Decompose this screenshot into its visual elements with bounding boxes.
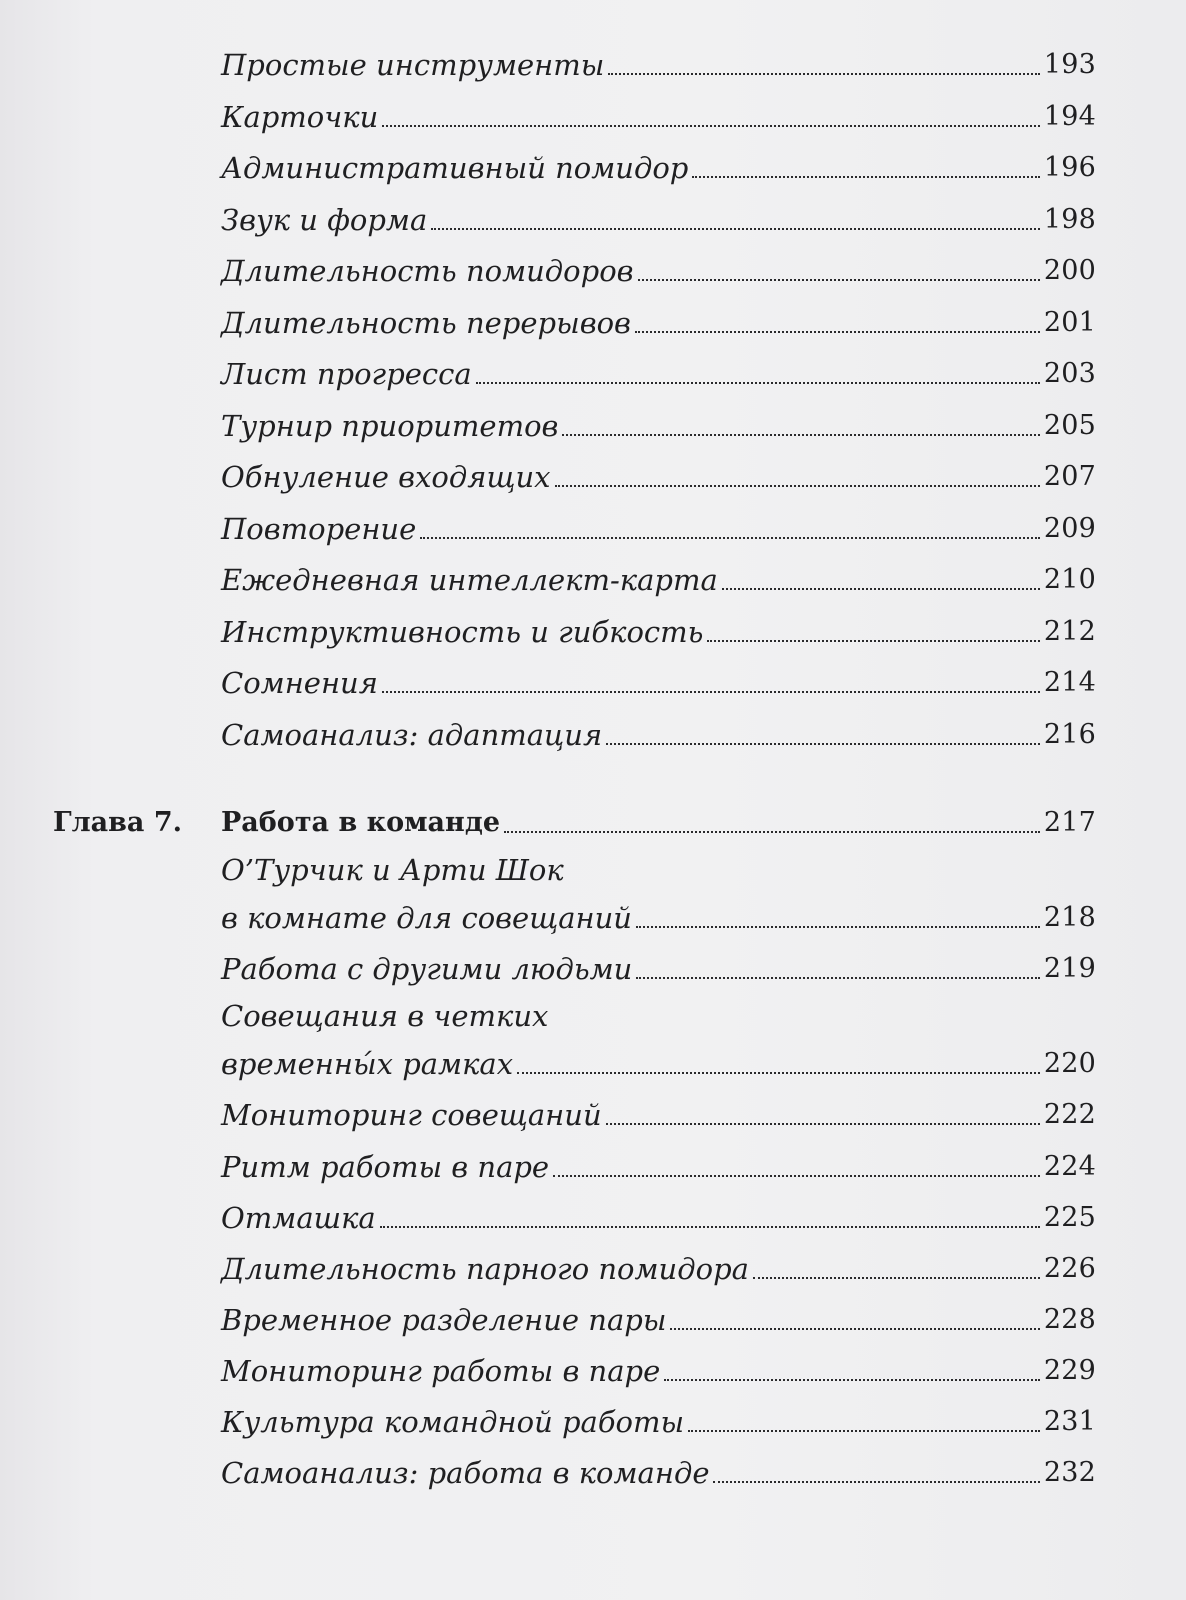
toc-entry-page: 193 (1043, 49, 1096, 80)
chapter-label: Глава 7. (53, 807, 183, 838)
toc-entry-title: Временное разделение пары (221, 1303, 667, 1337)
toc-entry (0, 1097, 1186, 1149)
toc-entry (0, 1251, 1186, 1303)
toc-entry (0, 305, 1186, 357)
dot-leader (707, 640, 1039, 642)
toc-entry (0, 356, 1186, 408)
chapter-title: Работа в команде (221, 807, 500, 838)
toc-entry-page: 232 (1043, 1457, 1096, 1488)
toc-entry-page: 222 (1043, 1099, 1096, 1130)
dot-leader (420, 537, 1040, 539)
dot-leader (635, 331, 1040, 333)
toc-entry-title: Длительность парного помидора (221, 1252, 749, 1286)
toc-entry (0, 1302, 1186, 1354)
toc-entry (0, 253, 1186, 305)
toc-entry-title: Повторение (221, 512, 417, 546)
toc-entry-title: Длительность помидоров (221, 254, 634, 288)
toc-entry-page: 214 (1043, 667, 1096, 698)
dot-leader (504, 831, 1040, 833)
toc-entry (0, 459, 1186, 511)
toc-entry-page: 219 (1043, 953, 1096, 984)
toc-entry-page: 218 (1043, 902, 1096, 933)
toc-entry-page: 209 (1043, 513, 1096, 544)
toc-entry (0, 511, 1186, 563)
dot-leader (664, 1379, 1040, 1381)
dot-leader (476, 382, 1040, 384)
dot-leader (553, 1175, 1040, 1177)
toc-entry-title: Мониторинг совещаний (221, 1098, 602, 1132)
dot-leader (713, 1481, 1039, 1483)
toc-entry-page: 205 (1043, 410, 1096, 441)
toc-entry-title: Простые инструменты (221, 48, 605, 82)
dot-leader (382, 691, 1040, 693)
toc-entry-title: Лист прогресса (221, 357, 472, 391)
toc-entry-title: Карточки (221, 100, 379, 134)
toc-entry (0, 999, 1186, 1098)
toc-entry-title: Самоанализ: адаптация (221, 718, 603, 752)
toc-entry-title-line1: О’Турчик и Арти Шок (221, 853, 564, 887)
dot-leader (562, 434, 1039, 436)
toc-entry (0, 562, 1186, 614)
dot-leader (606, 1123, 1040, 1125)
toc-entry-page: 224 (1043, 1151, 1096, 1182)
toc-entry (0, 853, 1186, 952)
toc-entry-title: в комнате для совещаний (221, 901, 632, 935)
toc-entry (0, 1353, 1186, 1405)
toc-entry (0, 99, 1186, 151)
toc-entry-page: 201 (1043, 307, 1096, 338)
toc-entry-title: Мониторинг работы в паре (221, 1354, 661, 1388)
toc-entry-page: 212 (1043, 616, 1096, 647)
toc-entry-title: Самоанализ: работа в команде (221, 1456, 710, 1490)
toc-entry-title: Отмашка (221, 1201, 376, 1235)
toc-entry (0, 717, 1186, 769)
toc-entry-page: 231 (1043, 1406, 1096, 1437)
toc-entry (0, 150, 1186, 202)
toc-entry-title: временны́х рамках (221, 1047, 514, 1081)
toc-entry-page: 200 (1043, 255, 1096, 286)
toc-entry-title: Длительность перерывов (221, 306, 631, 340)
toc-entry (0, 47, 1186, 99)
dot-leader (638, 279, 1040, 281)
dot-leader (636, 926, 1040, 928)
toc-chapter-heading (0, 805, 1186, 857)
toc-entry-title: Культура командной работы (221, 1405, 685, 1439)
toc-entry (0, 614, 1186, 666)
toc-entry-title: Обнуление входящих (221, 460, 551, 494)
toc-entry-title-line1: Совещания в четких (221, 999, 549, 1033)
dot-leader (555, 485, 1040, 487)
toc-entry-page: 225 (1043, 1202, 1096, 1233)
toc-entry (0, 1455, 1186, 1507)
dot-leader (722, 588, 1040, 590)
toc-entry-page: 203 (1043, 358, 1096, 389)
dot-leader (688, 1430, 1040, 1432)
dot-leader (431, 228, 1040, 230)
toc-entry-title: Турнир приоритетов (221, 409, 559, 443)
toc-entry-title: Административный помидор (221, 151, 689, 185)
dot-leader (517, 1072, 1040, 1074)
toc-entry-page: 194 (1043, 101, 1096, 132)
toc-entry-page: 216 (1043, 719, 1096, 750)
toc-entry-title: Ритм работы в паре (221, 1150, 550, 1184)
toc-entry-page: 210 (1043, 564, 1096, 595)
toc-entry (0, 1149, 1186, 1201)
dot-leader (636, 977, 1040, 979)
toc-entry-page: 228 (1043, 1304, 1096, 1335)
toc-entry-title: Работа с другими людьми (221, 952, 633, 986)
toc-entry-page: 198 (1043, 204, 1096, 235)
dot-leader (753, 1277, 1040, 1279)
dot-leader (608, 73, 1039, 75)
dot-leader (692, 176, 1039, 178)
toc-entry (0, 665, 1186, 717)
dot-leader (382, 125, 1040, 127)
toc-entry (0, 1200, 1186, 1252)
toc-entry (0, 408, 1186, 460)
dot-leader (670, 1328, 1039, 1330)
toc-entry-page: 196 (1043, 152, 1096, 183)
toc-entry-title: Сомнения (221, 666, 378, 700)
toc-entry-page: 207 (1043, 461, 1096, 492)
toc-entry (0, 951, 1186, 1003)
toc-entry-title: Инструктивность и гибкость (221, 615, 704, 649)
toc-entry (0, 1404, 1186, 1456)
chapter-page: 217 (1043, 807, 1096, 838)
toc-entry-title: Ежедневная интеллект-карта (221, 563, 718, 597)
toc-entry-title: Звук и форма (221, 203, 428, 237)
toc-entry-page: 226 (1043, 1253, 1096, 1284)
dot-leader (606, 743, 1040, 745)
toc-entry (0, 202, 1186, 254)
toc-entry-page: 220 (1043, 1048, 1096, 1079)
toc-entry-page: 229 (1043, 1355, 1096, 1386)
dot-leader (380, 1226, 1040, 1228)
